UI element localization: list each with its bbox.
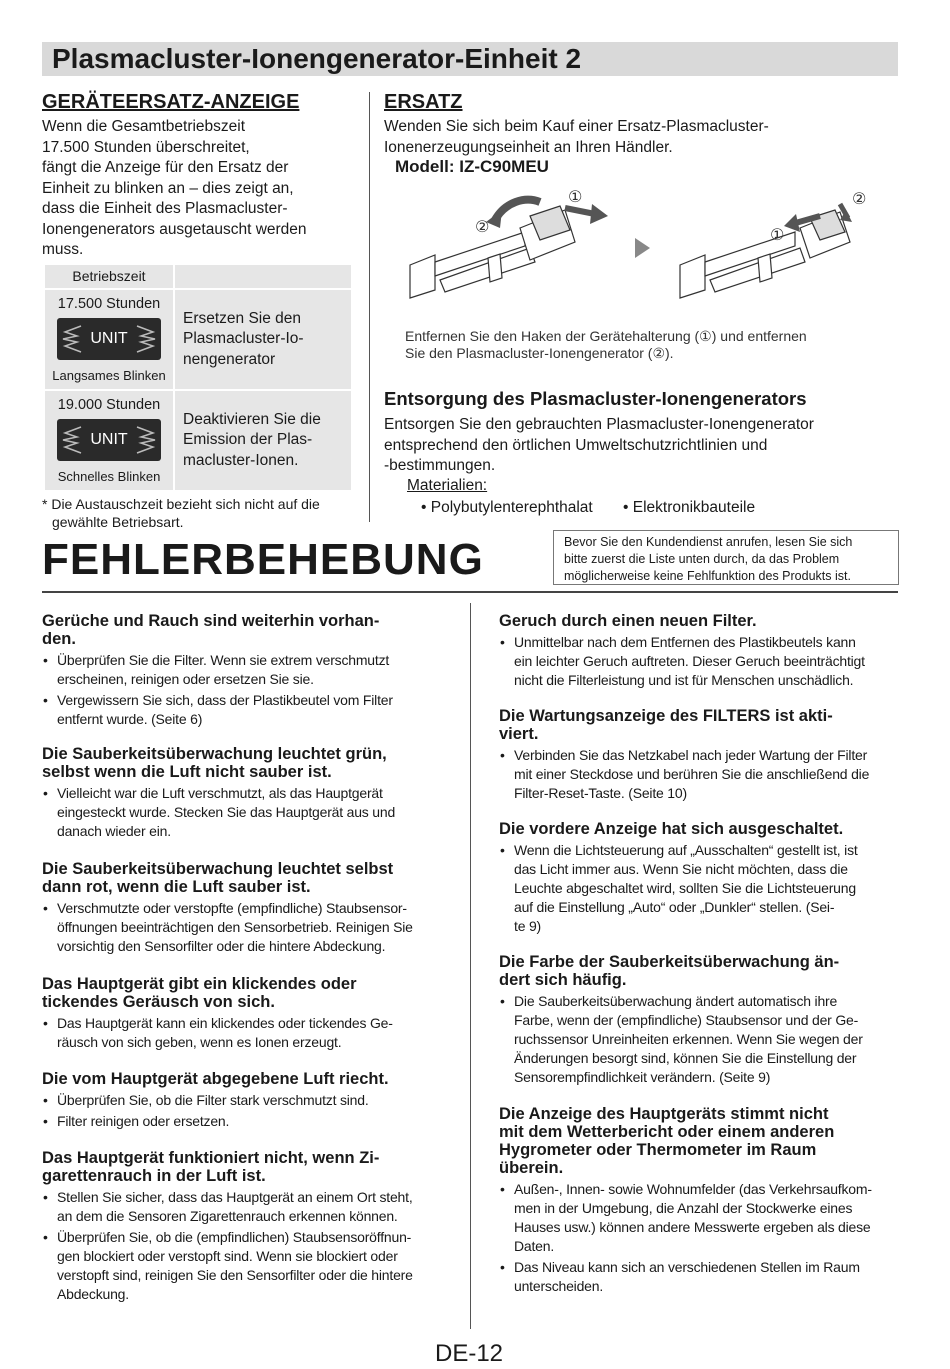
model-label: Modell: IZ-C90MEU [395,157,549,176]
text-line: • Überprüfen Sie, ob die Filter stark verschmutzt sind. [57,1092,369,1108]
text-line: • Vergewissern Sie sich, dass der Plastikbeutel vom Filter [57,692,393,708]
text-line: Ionenerzeugungseinheit an Ihren Händler. [384,138,673,156]
step-2-marker: ② [475,217,490,236]
text-line: • Das Hauptgerät kann ein klickendes oder tickendes Ge- [57,1015,393,1031]
problem-title [499,612,904,630]
troubleshooting-section [42,745,452,841]
text-line: Sensorempfindlichkeit verändern. (Seite 9) [514,1069,771,1085]
step-1-marker: ① [568,187,583,206]
text-line: Entfernen Sie den Haken der Gerätehalterung (①) und entfernen [405,328,807,344]
troubleshooting-section [42,1149,452,1304]
text-line: Filter-Reset-Taste. (Seite 10) [514,785,687,801]
solution-list [42,784,452,841]
text-line: Änderungen besorgt sind, können Sie die Einstellung der [514,1050,857,1066]
text-line: • Vielleicht war die Luft verschmutzt, als das Hauptgerät [57,785,383,801]
text-line: tickendes Geräusch von sich. [42,993,275,1011]
text-line: erscheinen, reinigen oder ersetzen Sie sie. [57,671,314,687]
unit-label: UNIT [90,430,128,448]
step-2-marker: ② [852,189,867,208]
solution-item [42,1014,452,1052]
text-line: te 9) [514,918,542,934]
text-line: fängt die Anzeige für den Ersatz der [42,159,289,176]
blink-right-icon [135,322,157,356]
text-line: Wenden Sie sich beim Kauf einer Ersatz-Plasmacluster- [384,118,769,135]
solution-list [42,1091,452,1131]
text-line: selbst wenn die Luft nicht sauber ist. [42,763,332,781]
text-line: gewählte Betriebsart. [52,514,184,530]
replacement-heading: ERSATZ [384,91,463,113]
text-line: mit dem Wetterbericht oder einem anderen [499,1123,835,1141]
problem-title [42,612,452,648]
table-row-time-cell [44,390,174,491]
text-line: vorsichtig den Sensorfilter oder die hintere Abdeckung. [57,938,386,954]
text-line: Deaktivieren Sie die [183,410,321,428]
text-line: muss. [42,241,84,258]
text-line: Abdeckung. [57,1286,129,1302]
hours-label: 17.500 Stunden [57,295,161,312]
text-line: den. [42,630,76,648]
solution-item [499,992,904,1087]
table-row-time-cell [44,289,174,390]
table-row-desc-cell [174,390,352,491]
solution-list [499,633,904,690]
section-title-bar [42,42,898,76]
troubleshooting-section [499,820,904,936]
table-row-desc-cell [174,289,352,390]
text-line: öffnungen beeinträchtigen den Sensorbetrieb. Reinigen Sie [57,919,413,935]
solution-list [42,1014,452,1052]
problem-title [42,860,452,896]
solution-item [42,1112,452,1131]
text-line: • Verbinden Sie das Netzkabel nach jeder Wartung der Filter [514,747,868,763]
troubleshooting-left-column [42,612,452,1320]
problem-title [42,975,452,1011]
text-line: • Das Niveau kann sich an verschiedenen Stellen im Raum [514,1259,860,1275]
solution-list [499,992,904,1087]
material-item: • Polybutylenterephthalat [421,499,593,516]
solution-item [42,1091,452,1110]
text-line: räusch von sich geben, wenn es Ionen erzeugt. [57,1034,342,1050]
text-line: men in der Umgebung, die Anzahl der Stockwerke eines [514,1200,853,1216]
text-line: Emission der Plas- [183,431,313,449]
text-line: Bevor Sie den Kundendienst anrufen, lesen Sie sich [564,535,853,549]
page-title: Plasmacluster-Ionengenerator-Einheit 2 [52,43,582,74]
troubleshooting-section [499,707,904,803]
text-line: Ionengenerators ausgetauscht werden [42,220,307,238]
problem-title [499,1105,904,1177]
text-line: Hauses usw.) können andere Messwerte ergeben als diese [514,1219,871,1235]
troubleshooting-section [42,612,452,729]
column-divider [369,92,370,522]
solution-list [42,1188,452,1304]
solution-item [499,1180,904,1256]
text-line: danach wieder ein. [57,823,171,839]
disposal-heading: Entsorgung des Plasmacluster-Ionengenerators [384,388,807,409]
text-line: Leuchte abgeschaltet wird, sollten Sie die Lichtsteuerung [514,880,856,896]
solution-list [499,1180,904,1296]
hours-label: 19.000 Stunden [57,396,161,413]
text-line: • Außen-, Innen- sowie Wohnumfelder (das Verkehrsaufkom- [514,1181,872,1197]
text-line: Die Sauberkeitsüberwachung leuchtet grün, [42,745,387,763]
text-line: * Die Austauschzeit bezieht sich nicht auf die [42,496,320,512]
text-line: verstopft sind, reinigen Sie den Sensorfilter oder die hintere [57,1267,413,1283]
troubleshooting-section [42,860,452,956]
text-line: • Stellen Sie sicher, dass das Hauptgerät an einem Ort steht, [57,1189,413,1205]
text-line: viert. [499,725,539,743]
blink-left-icon [61,423,83,457]
text-line: gen blockiert oder verstopft sind. Wenn sie blockiert oder [57,1248,398,1264]
text-line: das Licht immer aus. Wenn Sie nicht möchten, dass die [514,861,848,877]
table-header-operating-time: Betriebszeit [44,264,174,289]
text-line: • Überprüfen Sie, ob die (empfindlichen) Staubsensoröffnun- [57,1229,412,1245]
horizontal-rule [42,591,898,593]
text-line: • Verschmutzte oder verstopfte (empfindliche) Staubsensor- [57,900,407,916]
troubleshooting-title: FEHLERBEHEBUNG [42,535,484,584]
text-line: Die vordere Anzeige hat sich ausgeschaltet. [499,820,844,838]
text-line: unterscheiden. [514,1278,604,1294]
problem-title [499,953,904,989]
text-line: auf die Einstellung „Auto“ oder „Dunkler“ stellen. (Sei- [514,899,835,915]
blink-mode-label: Schnelles Blinken [57,468,161,484]
unit-indicator-badge [57,419,161,461]
problem-title [499,820,904,838]
troubleshooting-section [499,953,904,1087]
text-line: eingesteckt wurde. Stecken Sie das Hauptgerät aus und [57,804,396,820]
figure-caption [405,328,807,362]
text-line: Das Hauptgerät funktioniert nicht, wenn Zi- [42,1149,380,1167]
text-line: • Unmittelbar nach dem Entfernen des Plastikbeutels kann [514,634,856,650]
solution-item [42,899,452,956]
troubleshooting-section [499,1105,904,1296]
solution-list [499,746,904,803]
problem-title [42,1070,452,1088]
text-line: ein leichter Geruch auftreten. Dieser Geruch beeinträchtigt [514,653,865,669]
problem-title [42,745,452,781]
service-notice-box [553,530,899,585]
text-line: Die Wartungsanzeige des FILTERS ist akti- [499,707,833,725]
blink-right-icon [135,423,157,457]
text-line: entfernt wurde. (Seite 6) [57,711,203,727]
problem-title [42,1149,452,1185]
removal-figure [400,180,900,328]
troubleshooting-section [499,612,904,690]
solution-item [499,1258,904,1296]
solution-item [499,841,904,936]
text-line: macluster-Ionen. [183,451,299,469]
troubleshooting-right-column [499,612,904,1312]
page-number: DE-12 [435,1340,504,1367]
table-header-empty [174,264,352,289]
text-line: nengenerator [183,350,276,368]
unit-indicator-badge [57,318,161,360]
text-line: • Überprüfen Sie die Filter. Wenn sie extrem verschmutzt [57,652,390,668]
text-line: 17.500 Stunden überschreitet, [42,138,250,156]
text-line: dert sich häufig. [499,971,627,989]
text-line: Entsorgen Sie den gebrauchten Plasmacluster-Ionengenerator [384,416,814,433]
text-line: garettenrauch in der Luft ist. [42,1167,266,1185]
step-1-marker: ① [770,225,785,244]
column-divider [470,603,471,1329]
solution-item [42,1188,452,1226]
text-line: bitte zuerst die Liste unten durch, da das Problem [564,552,840,566]
text-line: -bestimmungen. [384,457,496,474]
text-line: nicht die Filterleistung und ist für Menschen unschädlich. [514,672,854,688]
solution-item [42,784,452,841]
text-line: dass die Einheit des Plasmacluster- [42,200,288,217]
problem-title [499,707,904,743]
text-line: Einheit zu blinken an – dies zeigt an, [42,179,294,197]
text-line: möglicherweise keine Fehlfunktion des Produkts ist. [564,569,851,583]
arrow-right-icon [635,238,650,258]
text-line: Sie den Plasmacluster-Ionengenerator (②). [405,345,674,361]
text-line: dann rot, wenn die Luft sauber ist. [42,878,311,896]
blink-left-icon [61,322,83,356]
solution-list [499,841,904,936]
text-line: Farbe, wenn der (empfindliche) Staubsensor und der Ge- [514,1012,859,1028]
solution-list [42,651,452,729]
text-line: Die vom Hauptgerät abgegebene Luft riecht. [42,1070,389,1088]
text-line: Das Hauptgerät gibt ein klickendes oder [42,975,357,993]
solution-item [499,633,904,690]
text-line: Die Anzeige des Hauptgeräts stimmt nicht [499,1105,829,1123]
text-line: • Filter reinigen oder ersetzen. [57,1113,230,1129]
text-line: ruchssensor Unreinheiten erkennen. Wenn Sie wegen der [514,1031,863,1047]
text-line: Die Farbe der Sauberkeitsüberwachung än- [499,953,840,971]
text-line: Wenn die Gesamtbetriebszeit [42,118,246,135]
solution-item [499,746,904,803]
text-line: Geruch durch einen neuen Filter. [499,612,757,630]
text-line: • Wenn die Lichtsteuerung auf „Ausschalten“ gestellt ist, ist [514,842,858,858]
materials-label: Materialien: [407,477,488,494]
device-after [680,210,850,298]
disposal-text [384,415,904,477]
footnote [42,495,362,531]
text-line: Daten. [514,1238,555,1254]
text-line: mit einer Steckdose und berühren Sie die anschließend die [514,766,870,782]
text-line: überein. [499,1159,564,1177]
text-line: Hygrometer oder Thermometer im Raum [499,1141,817,1159]
blink-mode-label: Langsames Blinken [52,367,166,383]
replacement-text [384,117,904,158]
text-line: an dem die Sensoren Zigarettenrauch erkennen können. [57,1208,398,1224]
text-line: • Die Sauberkeitsüberwachung ändert automatisch ihre [514,993,838,1009]
replacement-table [43,263,353,492]
unit-label: UNIT [90,329,128,347]
troubleshooting-section [42,975,452,1052]
text-line: Ersetzen Sie den [183,309,302,327]
solution-item [42,651,452,689]
solution-list [42,899,452,956]
replacement-indicator-text [42,117,362,261]
material-item: • Elektronikbauteile [623,499,756,516]
solution-item [42,1228,452,1304]
text-line: entsprechend den örtlichen Umweltschutzrichtlinien und [384,436,768,454]
replacement-indicator-heading: GERÄTEERSATZ-ANZEIGE [42,91,300,113]
text-line: Die Sauberkeitsüberwachung leuchtet selbst [42,860,394,878]
text-line: Gerüche und Rauch sind weiterhin vorhan- [42,612,380,630]
text-line: Plasmacluster-Io- [183,330,304,348]
troubleshooting-section [42,1070,452,1131]
solution-item [42,691,452,729]
